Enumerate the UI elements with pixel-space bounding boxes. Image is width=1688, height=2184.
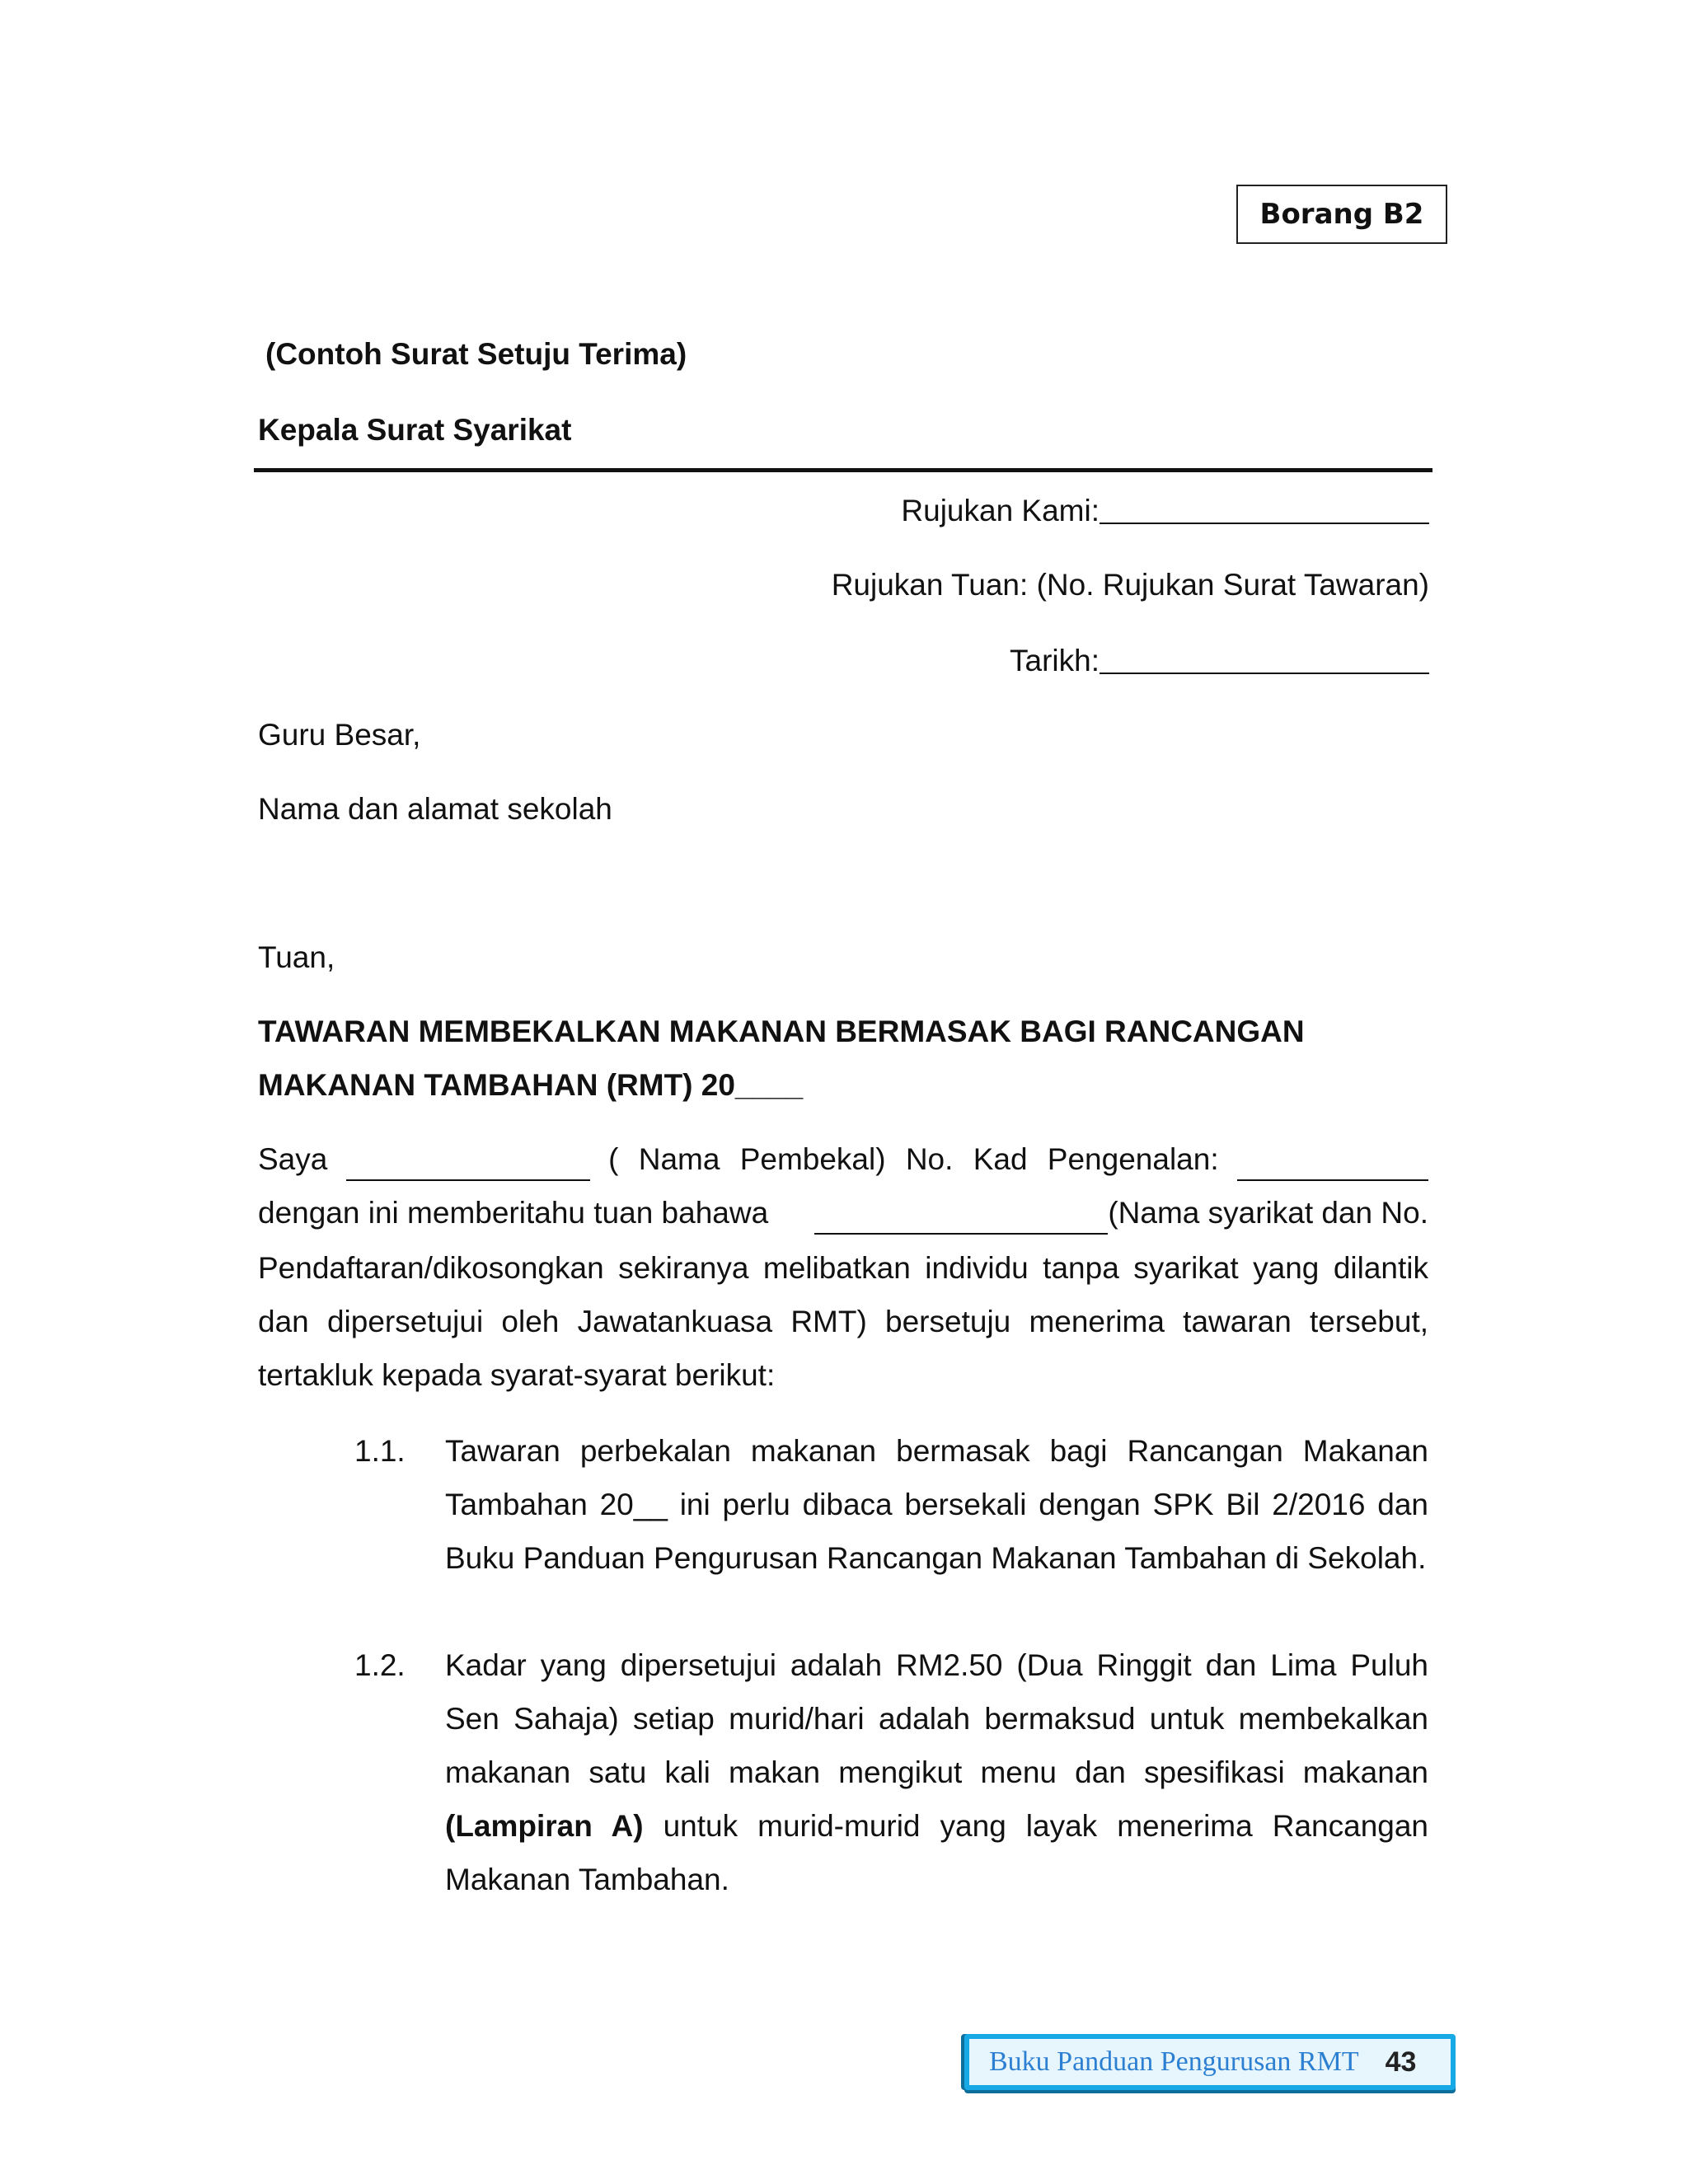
footer-inner [969,2039,1451,2085]
date-line [1010,643,1429,679]
id-number-blank [1237,1155,1428,1181]
salutation: Tuan, [258,940,335,974]
body-paragraph: Pendaftaran/dikosongkan sekiranya melibatkan individu tanpa syarikat yang dilantik dan dipersetujui oleh Jawatankuasa RMT) bersetuju menerima tawaran tersebut, tertakluk kepada syarat-syarat berikut: [258,1251,1428,1392]
letterhead-rule [254,468,1432,472]
body-line-2 [258,1195,1428,1231]
subject-line-2: MAKANAN TAMBAHAN (RMT) 20____ [258,1068,804,1102]
our-reference-blank [1100,498,1429,524]
form-label: Borang B2 [1259,198,1424,231]
body-line-1 [258,1141,1428,1178]
supplier-name-blank [346,1155,590,1181]
letter-subtitle: (Contoh Surat Setuju Terima) [265,337,687,371]
recipient-title: Guru Besar, [258,718,421,752]
our-reference [901,493,1429,529]
body-supplier-id-label: ( Nama Pembekal) No. Kad Pengenalan: [608,1142,1219,1176]
form-label-box [1236,185,1447,244]
subject-line-1: TAWARAN MEMBEKALKAN MAKANAN BERMASAK BAGI RANCANGAN [258,1015,1305,1048]
recipient-address: Nama dan alamat sekolah [258,792,612,826]
body-line-2-start: dengan ini memberitahu tuan bahawa [258,1196,769,1230]
your-reference: Rujukan Tuan: (No. Rujukan Surat Tawaran) [831,568,1429,602]
page-number: 43 [1385,2046,1417,2078]
footer-banner [964,2034,1456,2090]
item-text [445,1638,1428,1906]
body-line-2-end: (Nama syarikat dan No. [1108,1196,1428,1230]
body-saya: Saya [258,1142,328,1176]
company-name-blank [814,1208,1108,1235]
item-text-after: untuk murid-murid yang layak menerima Rancangan Makanan Tambahan. [445,1809,1429,1896]
our-reference-label: Rujukan Kami: [901,494,1100,527]
company-blank-group [814,1195,1428,1231]
date-blank [1100,648,1429,674]
date-label: Tarikh: [1010,644,1100,677]
item-text-before: Kadar yang dipersetujui adalah RM2.50 (Dua Ringgit dan Lima Puluh Sen Sahaja) setiap murid/hari adalah bermaksud untuk membekalkan makanan satu kali makan mengikut menu dan spesifikasi makanan [445,1648,1428,1789]
item-number: 1.1. [354,1434,406,1468]
letterhead-label: Kepala Surat Syarikat [258,413,572,447]
footer-title: Buku Panduan Pengurusan RMT [989,2046,1359,2077]
item-text: Tawaran perbekalan makanan bermasak bagi Rancangan Makanan Tambahan 20__ ini perlu dibaca bersekali dengan SPK Bil 2/2016 dan Buku Panduan Pengurusan Rancangan Makanan Tambahan di Sekolah. [445,1434,1428,1575]
item-number: 1.2. [354,1648,406,1682]
appendix-reference: (Lampiran A) [445,1809,644,1843]
